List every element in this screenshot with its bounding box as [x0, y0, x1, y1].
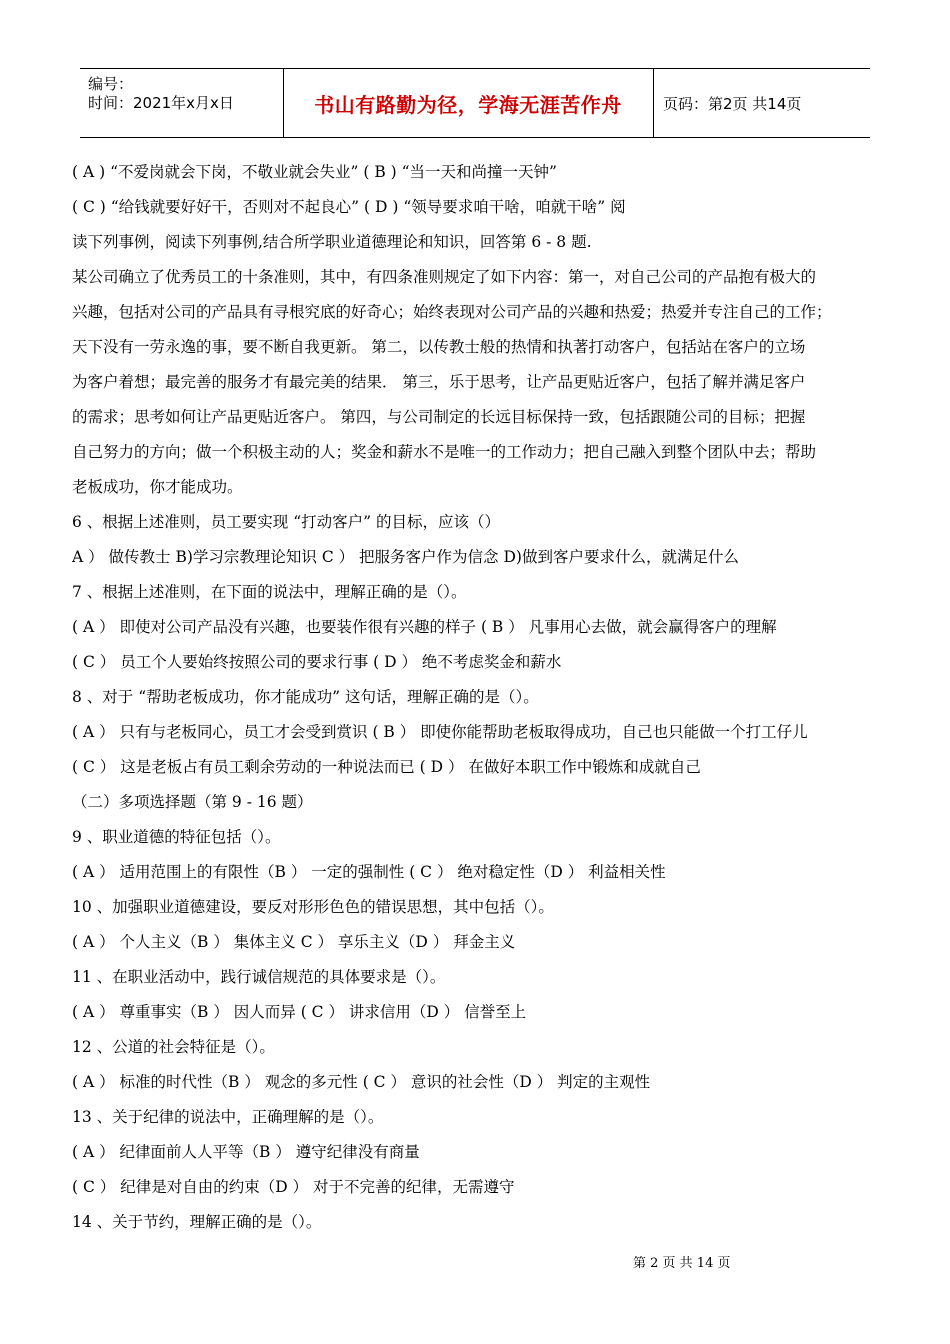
question-7-options: ( C ） 员工个人要始终按照公司的要求行事 ( D ） 绝不考虑奖金和薪水	[72, 653, 562, 671]
text-line: 老板成功，你才能成功。	[72, 478, 243, 496]
text-line: 自己努力的方向；做一个积极主动的人；奖金和薪水不是唯一的工作动力；把自己融入到整个团队中去；帮助	[72, 443, 817, 461]
question-10-options: ( A ） 个人主义（B ） 集体主义 C ） 享乐主义（D ） 拜金主义	[72, 933, 516, 951]
header-motto-cell	[283, 69, 654, 137]
question-6: 6 、根据上述准则，员工要实现 “打动客户” 的目标，应该（）	[72, 513, 500, 531]
question-9: 9 、职业道德的特征包括（）。	[72, 828, 281, 846]
question-6-options: A ） 做传教士 B)学习宗教理论知识 C ） 把服务客户作为信念 D)做到客户要求什么，就满足什么	[72, 548, 739, 566]
text-line: 为客户着想；最完善的服务才有最完美的结果． 第三，乐于思考，让产品更贴近客户，包括了解并满足客户	[72, 373, 806, 391]
text-line: ( A ) “不爱岗就会下岗，不敬业就会失业” ( B ) “当一天和尚撞一天钟”	[72, 163, 557, 181]
text-line: 的需求；思考如何让产品更贴近客户。 第四，与公司制定的长远目标保持一致，包括跟随公司的目标；把握	[72, 408, 806, 426]
question-7: 7 、根据上述准则，在下面的说法中，理解正确的是（）。	[72, 583, 467, 601]
question-12: 12 、公道的社会特征是（）。	[72, 1038, 275, 1056]
text-line: 读下列事例，阅读下列事例,结合所学职业道德理论和知识，回答第 6 - 8 题.	[72, 233, 592, 251]
question-8: 8 、对于 “帮助老板成功，你才能成功” 这句话，理解正确的是（）。	[72, 688, 539, 706]
question-7-options: ( A ） 即使对公司产品没有兴趣，也要装作很有兴趣的样子 ( B ） 凡事用心去做，就会赢得客户的理解	[72, 618, 777, 636]
page-header	[80, 68, 870, 138]
question-13-options: ( A ） 纪律面前人人平等（B ） 遵守纪律没有商量	[72, 1143, 420, 1161]
header-meta	[80, 69, 284, 137]
document-body	[72, 158, 892, 1243]
header-page-info: 页码：第2页 共14页	[663, 94, 802, 113]
question-8-options: ( C ） 这是老板占有员工剩余劳动的一种说法而已 ( D ） 在做好本职工作中锻炼和成就自己	[72, 758, 701, 776]
question-11-options: ( A ） 尊重事实（B ） 因人而异 ( C ） 讲求信用（D ） 信誉至上	[72, 1003, 527, 1021]
text-line: 某公司确立了优秀员工的十条准则，其中，有四条准则规定了如下内容：第一，对自己公司的产品抱有极大的	[72, 268, 817, 286]
page-footer: 第 2 页 共 14 页	[633, 1256, 731, 1271]
text-line: 兴趣，包括对公司的产品具有寻根究底的好奇心；始终表现对公司产品的兴趣和热爱；热爱并专注自己的工作；	[72, 303, 832, 321]
question-13: 13 、关于纪律的说法中，正确理解的是（）。	[72, 1108, 384, 1126]
question-13-options: ( C ） 纪律是对自由的约束（D ） 对于不完善的纪律，无需遵守	[72, 1178, 515, 1196]
question-14: 14 、关于节约，理解正确的是（）。	[72, 1213, 322, 1231]
question-12-options: ( A ） 标准的时代性（B ） 观念的多元性 ( C ） 意识的社会性（D ） 判定的主观性	[72, 1073, 651, 1091]
section-heading: （二）多项选择题（第 9 - 16 题）	[72, 793, 313, 811]
text-line: ( C ) “给钱就要好好干，否则对不起良心” ( D ) “领导要求咱干啥，咱就干啥” 阅	[72, 198, 626, 216]
document-number-label: 编号：	[88, 75, 134, 93]
document-date-label: 时间：2021年x月x日	[88, 94, 234, 112]
text-line: 天下没有一劳永逸的事，要不断自我更新。 第二，以传教士般的热情和执著打动客户，包括站在客户的立场	[72, 338, 806, 356]
header-motto: 书山有路勤为径，学海无涯苦作舟	[314, 92, 622, 117]
question-9-options: ( A ） 适用范围上的有限性（B ） 一定的强制性 ( C ） 绝对稳定性（D ） 利益相关性	[72, 863, 666, 881]
question-10: 10 、加强职业道德建设，要反对形形色色的错误思想，其中包括（）。	[72, 898, 554, 916]
question-8-options: ( A ） 只有与老板同心，员工才会受到赏识 ( B ） 即使你能帮助老板取得成功，自己也只能做一个打工仔儿	[72, 723, 808, 741]
question-11: 11 、在职业活动中，践行诚信规范的具体要求是（）。	[72, 968, 446, 986]
